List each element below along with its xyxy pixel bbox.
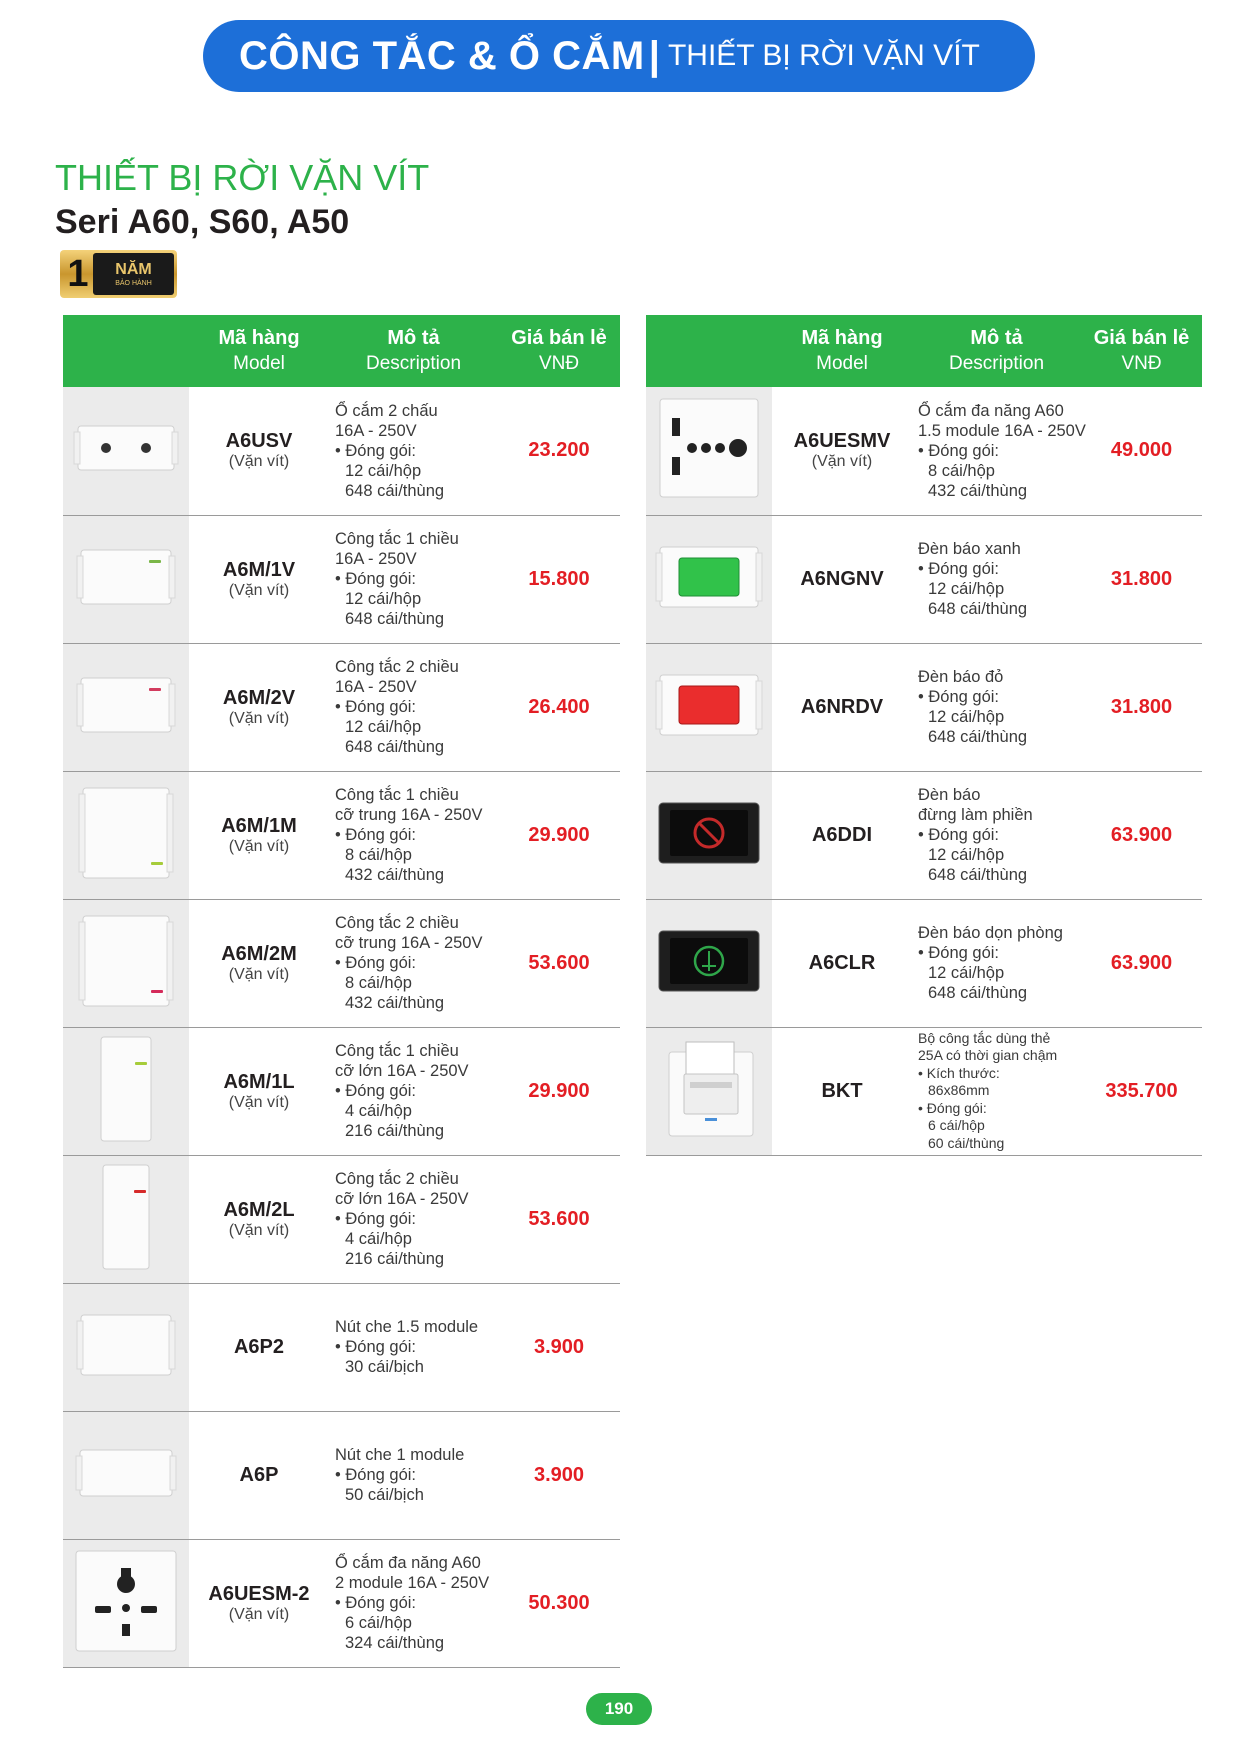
blank-cover-15-icon <box>71 1387 181 1404</box>
description-line: Công tắc 2 chiều <box>335 658 459 676</box>
description-line: Đèn báo <box>918 786 981 804</box>
red-indicator-icon <box>654 747 764 764</box>
description-line: Nút che 1.5 module <box>335 1318 479 1336</box>
table-row <box>646 771 1202 899</box>
header-separator: | <box>648 33 660 78</box>
universal-socket-15m-icon <box>654 490 764 507</box>
price-value: 3.900 <box>498 1283 620 1411</box>
description-line: 432 cái/thùng <box>345 994 445 1012</box>
header-main-title: CÔNG TẮC & Ổ CẮM <box>239 33 645 78</box>
clean-room-icon <box>654 1003 764 1020</box>
description-line: đừng làm phiền <box>918 806 1033 824</box>
model-code: A6M/1L <box>223 1070 295 1093</box>
table-row <box>63 515 620 643</box>
description-line: Ổ cắm đa năng A60 <box>918 401 1064 420</box>
model-cell <box>189 1283 329 1411</box>
description-line: 25A có thời gian chậm <box>918 1047 1058 1064</box>
model-cell <box>772 1027 912 1155</box>
model-cell <box>772 643 912 771</box>
description-line: 50 cái/bịch <box>345 1486 424 1504</box>
description-line: 16A - 250V <box>335 678 417 696</box>
model-code: A6CLR <box>808 951 876 974</box>
model-code: A6M/2V <box>222 686 296 709</box>
description-line: 432 cái/thùng <box>345 866 445 884</box>
description-line: • Đóng gói: <box>335 441 416 460</box>
price-value: 49.000 <box>1081 387 1202 515</box>
switch-1way-icon <box>71 619 181 636</box>
description-line: • Đóng gói: <box>918 441 999 460</box>
description-line: 6 cái/hộp <box>345 1614 412 1632</box>
description-line: 12 cái/hộp <box>928 846 1005 864</box>
description-cell <box>912 515 1081 643</box>
model-cell <box>189 771 329 899</box>
description-line: 12 cái/hộp <box>345 718 422 736</box>
table-row <box>63 387 620 515</box>
table-row <box>63 643 620 771</box>
description-line: • Đóng gói: <box>335 570 416 588</box>
table-row <box>63 1283 620 1411</box>
description-line: Đèn báo đỏ <box>918 668 1004 686</box>
description-cell <box>912 899 1081 1027</box>
description-line: 2 module 16A - 250V <box>335 1574 490 1592</box>
model-code: BKT <box>821 1079 863 1102</box>
description-line: 4 cái/hộp <box>345 1230 412 1248</box>
table-row <box>646 643 1202 771</box>
model-cell <box>772 899 912 1027</box>
description-line: cỡ lớn 16A - 250V <box>335 1190 469 1208</box>
model-note: (Vặn vít) <box>228 965 290 983</box>
description-line: 432 cái/thùng <box>928 481 1028 500</box>
description-line: Công tắc 1 chiều <box>335 530 459 548</box>
description-line: Công tắc 1 chiều <box>335 1042 459 1060</box>
model-cell <box>189 1027 329 1155</box>
model-code: A6DDI <box>811 823 872 846</box>
description-cell <box>329 1027 498 1155</box>
price-value: 53.600 <box>498 1155 620 1283</box>
table-row <box>646 515 1202 643</box>
description-cell <box>329 1539 498 1667</box>
model-cell <box>189 387 329 515</box>
header-description: Mô tả Description <box>912 315 1081 387</box>
description-cell <box>912 771 1081 899</box>
description-cell <box>329 387 498 515</box>
description-line: 6 cái/hộp <box>928 1117 985 1134</box>
description-cell <box>329 1155 498 1283</box>
model-note: (Vặn vít) <box>228 453 290 471</box>
model-code: A6P2 <box>233 1335 285 1358</box>
switch-2way-icon <box>71 747 181 764</box>
description-line: • Đóng gói: <box>335 1338 416 1356</box>
model-note: (Vặn vít) <box>228 1221 290 1239</box>
description-line: 648 cái/thùng <box>345 738 445 756</box>
description-cell <box>329 1283 498 1411</box>
header-price: Giá bán lẻ VNĐ <box>1081 315 1202 387</box>
model-note: (Vặn vít) <box>228 1605 290 1623</box>
product-image-cell <box>646 387 772 515</box>
header-subtitle: THIẾT BỊ RỜI VẶN VÍT <box>667 39 980 72</box>
description-line: 648 cái/thùng <box>345 481 445 500</box>
price-value: 31.800 <box>1081 643 1202 771</box>
description-line: 30 cái/bịch <box>345 1358 424 1376</box>
product-image-cell <box>646 643 772 771</box>
model-note: (Vặn vít) <box>228 709 290 727</box>
price-value: 29.900 <box>498 771 620 899</box>
description-line: 12 cái/hộp <box>345 461 422 480</box>
price-value: 50.300 <box>498 1539 620 1667</box>
keycard-switch-icon <box>654 1131 764 1148</box>
model-note: (Vặn vít) <box>228 1093 290 1111</box>
model-code: A6P <box>239 1463 279 1486</box>
product-image-cell <box>63 387 189 515</box>
product-image-cell <box>646 899 772 1027</box>
switch-medium-2way-icon <box>71 1003 181 1020</box>
model-code: A6M/1V <box>222 558 296 581</box>
price-table-left <box>63 315 620 1668</box>
description-line: 16A - 250V <box>335 550 417 568</box>
product-image-cell <box>63 899 189 1027</box>
description-line: 4 cái/hộp <box>345 1102 412 1120</box>
description-cell <box>329 515 498 643</box>
table-row <box>646 1027 1202 1155</box>
product-image-cell <box>63 643 189 771</box>
description-line: 12 cái/hộp <box>928 964 1005 982</box>
model-cell <box>772 387 912 515</box>
description-line: 648 cái/thùng <box>928 866 1028 884</box>
price-value: 26.400 <box>498 643 620 771</box>
switch-large-2way-icon <box>71 1259 181 1276</box>
description-line: cỡ trung 16A - 250V <box>335 806 483 824</box>
model-code: A6M/2M <box>221 942 297 965</box>
description-line: 8 cái/hộp <box>345 974 412 992</box>
description-cell <box>912 1027 1081 1155</box>
description-line: Đèn báo xanh <box>918 540 1021 558</box>
warranty-number: 1 <box>67 253 89 295</box>
description-line: 8 cái/hộp <box>345 846 412 864</box>
description-cell <box>329 643 498 771</box>
model-cell <box>189 1155 329 1283</box>
table-row <box>63 1027 620 1155</box>
description-line: 12 cái/hộp <box>928 580 1005 598</box>
description-cell <box>329 771 498 899</box>
price-value: 53.600 <box>498 899 620 1027</box>
price-value: 3.900 <box>498 1411 620 1539</box>
product-image-cell <box>646 515 772 643</box>
description-line: Bộ công tắc dùng thẻ <box>918 1029 1051 1046</box>
description-line: Công tắc 1 chiều <box>335 786 459 804</box>
table-row <box>646 387 1202 515</box>
description-line: 648 cái/thùng <box>928 984 1028 1002</box>
description-cell <box>912 643 1081 771</box>
warranty-small-label: BẢO HÀNH <box>115 279 152 287</box>
universal-socket-2m-icon <box>71 1643 181 1660</box>
description-cell <box>329 1411 498 1539</box>
table-row <box>63 771 620 899</box>
table-row <box>646 899 1202 1027</box>
description-line: • Đóng gói: <box>335 826 416 844</box>
series-title: Seri A60, S60, A50 <box>55 203 350 241</box>
do-not-disturb-icon <box>654 875 764 892</box>
product-image-cell <box>646 771 772 899</box>
description-line: • Đóng gói: <box>918 1099 987 1116</box>
price-value: 29.900 <box>498 1027 620 1155</box>
description-line: 8 cái/hộp <box>928 461 995 480</box>
description-line: • Đóng gói: <box>918 688 999 706</box>
model-code: A6NRDV <box>800 695 884 718</box>
description-line: 216 cái/thùng <box>345 1122 445 1140</box>
header-description: Mô tả Description <box>329 315 498 387</box>
description-line: 648 cái/thùng <box>928 728 1028 746</box>
description-line: • Đóng gói: <box>335 698 416 716</box>
product-image-cell <box>63 1411 189 1539</box>
model-code: A6M/2L <box>223 1198 295 1221</box>
model-cell <box>189 515 329 643</box>
switch-medium-1way-icon <box>71 875 181 892</box>
model-note: (Vặn vít) <box>811 453 873 471</box>
description-line: • Đóng gói: <box>335 1594 416 1612</box>
description-line: • Đóng gói: <box>335 954 416 972</box>
description-cell <box>912 387 1086 515</box>
table-header-row <box>646 315 1202 387</box>
section-title: THIẾT BỊ RỜI VẶN VÍT <box>55 157 430 198</box>
model-note: (Vặn vít) <box>228 581 290 599</box>
description-line: 648 cái/thùng <box>345 610 445 628</box>
product-image-cell <box>646 1027 772 1155</box>
model-code: A6USV <box>225 430 293 453</box>
socket-2pin-icon <box>71 490 181 507</box>
price-value: 31.800 <box>1081 515 1202 643</box>
description-line: • Đóng gói: <box>335 1082 416 1100</box>
model-cell <box>189 899 329 1027</box>
model-code: A6M/1M <box>221 814 297 837</box>
price-value: 63.900 <box>1081 899 1202 1027</box>
description-line: 216 cái/thùng <box>345 1250 445 1268</box>
price-value: 23.200 <box>498 387 620 515</box>
header-price: Giá bán lẻ VNĐ <box>498 315 620 387</box>
model-cell <box>189 1411 329 1539</box>
description-line: • Đóng gói: <box>918 560 999 578</box>
description-line: 648 cái/thùng <box>928 600 1028 618</box>
page-number: 190 <box>586 1693 652 1725</box>
warranty-badge <box>60 250 177 298</box>
product-image-cell <box>63 1539 189 1667</box>
description-line: • Đóng gói: <box>918 826 999 844</box>
product-image-cell <box>63 1283 189 1411</box>
price-value: 335.700 <box>1081 1027 1202 1155</box>
model-note: (Vặn vít) <box>228 837 290 855</box>
warranty-label: NĂM <box>115 260 152 278</box>
description-line: 324 cái/thùng <box>345 1634 445 1652</box>
product-image-cell <box>63 1027 189 1155</box>
model-cell <box>772 771 912 899</box>
description-line: 60 cái/thùng <box>928 1134 1005 1151</box>
green-indicator-icon <box>654 619 764 636</box>
description-line: cỡ lớn 16A - 250V <box>335 1062 469 1080</box>
description-line: cỡ trung 16A - 250V <box>335 934 483 952</box>
price-table-right <box>646 315 1202 1156</box>
description-line: • Đóng gói: <box>335 1210 416 1228</box>
description-line: 16A - 250V <box>335 421 417 440</box>
model-cell <box>772 515 912 643</box>
price-value: 63.900 <box>1081 771 1202 899</box>
model-code: A6UESM-2 <box>208 1582 310 1605</box>
header-model: Mã hàng Model <box>189 315 329 387</box>
description-line: Công tắc 2 chiều <box>335 914 459 932</box>
model-cell <box>189 1539 329 1667</box>
model-code: A6NGNV <box>800 567 884 590</box>
header-model: Mã hàng Model <box>772 315 912 387</box>
model-code: A6UESMV <box>793 430 891 453</box>
product-image-cell <box>63 515 189 643</box>
description-line: • Đóng gói: <box>335 1466 416 1484</box>
product-image-cell <box>63 771 189 899</box>
description-line: Nút che 1 module <box>335 1446 465 1464</box>
blank-cover-1-icon <box>71 1515 181 1532</box>
table-row <box>63 899 620 1027</box>
table-row <box>63 1411 620 1539</box>
table-row <box>63 1539 620 1667</box>
description-line: Ổ cắm đa năng A60 <box>335 1554 481 1572</box>
description-line: Đèn báo dọn phòng <box>918 924 1063 942</box>
description-line: • Đóng gói: <box>918 944 999 962</box>
description-line: 12 cái/hộp <box>928 708 1005 726</box>
price-value: 15.800 <box>498 515 620 643</box>
description-cell <box>329 899 498 1027</box>
product-image-cell <box>63 1155 189 1283</box>
description-line: Công tắc 2 chiều <box>335 1170 459 1188</box>
description-line: Ổ cắm 2 chấu <box>335 401 438 420</box>
header-banner <box>203 20 1035 92</box>
description-line: • Kích thước: <box>918 1064 1000 1081</box>
table-row <box>63 1155 620 1283</box>
description-line: 12 cái/hộp <box>345 590 422 608</box>
description-line: 1.5 module 16A - 250V <box>918 421 1086 440</box>
model-cell <box>189 643 329 771</box>
description-line: 86x86mm <box>928 1082 990 1099</box>
switch-large-1way-icon <box>71 1131 181 1148</box>
table-header-row <box>63 315 620 387</box>
